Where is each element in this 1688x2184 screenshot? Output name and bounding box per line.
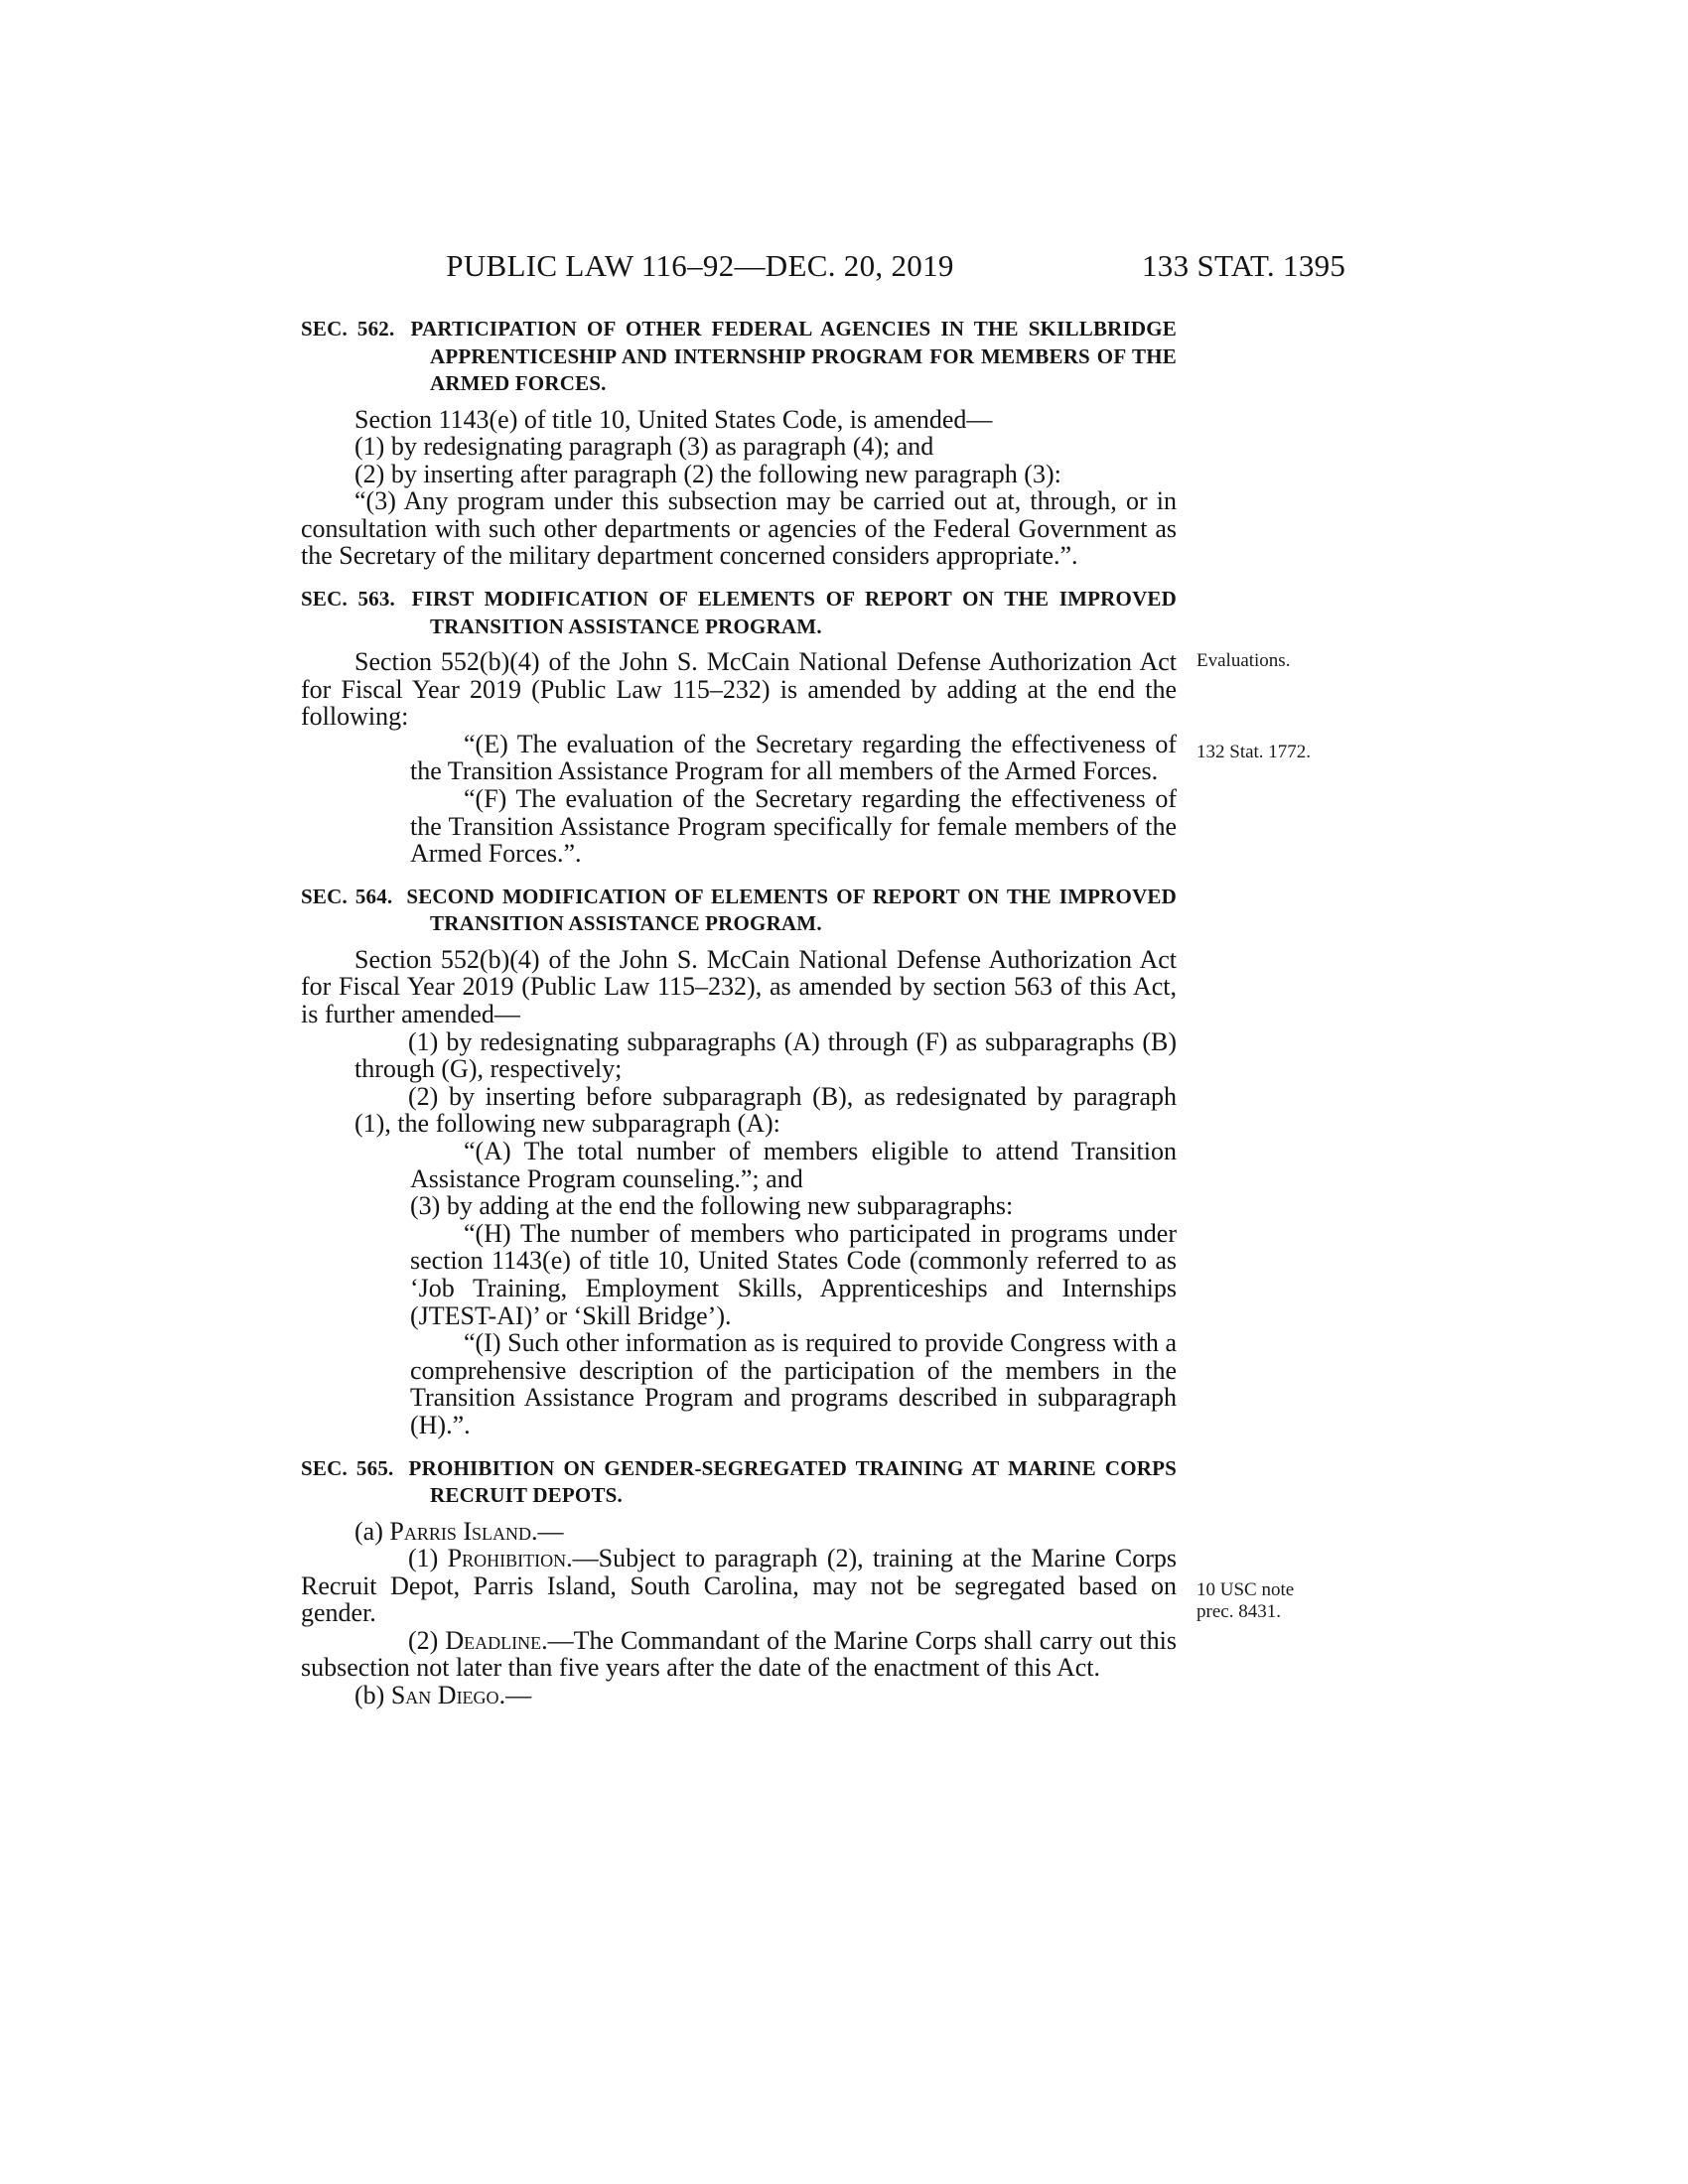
stat-page-number: 133 STAT. 1395 [1142,248,1346,283]
section-heading [301,1455,1177,1510]
section-565 [301,1455,1177,1709]
section-intro: Section 1143(e) of title 10, United States Code, is amended— [354,404,993,434]
section-heading [301,884,1177,938]
section-number: SEC. 565. [301,1455,394,1480]
margin-note-stat-reference: 132 Stat. 1772. [1196,742,1312,762]
quoted-subparagraph-i: “(I) Such other information as is required to provide Congress with a comprehensive description of the participation of the members in the Transition Assistance Program and programs described in subparagraph (H).”. [410,1328,1177,1439]
margin-note-usc [1196,1579,1336,1623]
subsection-a: (a) Parris Island.— [354,1516,564,1546]
section-heading [301,316,1177,398]
section-563 [301,586,1177,868]
quoted-subparagraph-e: “(E) The evaluation of the Secretary regarding the effectiveness of the Transition Assistance Program for all members of the Armed Forces. [410,729,1177,786]
section-heading [301,586,1177,640]
quoted-subparagraph-h: “(H) The number of members who participated in programs under section 1143(e) of title 10, United States Code (commonly referred to as ‘Job Training, Employment Skills, Apprenticeships and Internships (JTEST-AI)’ or ‘Skill Bridge’). [410,1218,1177,1330]
section-564 [301,884,1177,1439]
main-text-column [301,316,1177,1709]
paragraph-a2: (2) Deadline.—The Commandant of the Marine Corps shall carry out this subsection not later than five years after the date of the enactment of this Act. [301,1625,1177,1683]
amendment-item-1: (1) by redesignating subparagraphs (A) through (F) as subparagraphs (B) through (G), respectively; [354,1026,1177,1084]
margin-note-usc-line-2: prec. 8431. [1196,1601,1281,1622]
section-title: FIRST MODIFICATION OF ELEMENTS OF REPORT ON THE IMPROVED TRANSITION ASSISTANCE PROGRAM. [411,587,1178,638]
subsection-a-heading: Parris Island [389,1516,531,1546]
margin-note-usc-line-1: 10 USC note [1196,1579,1295,1600]
section-intro: Section 552(b)(4) of the John S. McCain National Defense Authorization Act for Fiscal Year 2019 (Public Law 115–232) is amended by adding at the end the following: [301,647,1177,732]
section-title: SECOND MODIFICATION OF ELEMENTS OF REPORT ON THE IMPROVED TRANSITION ASSISTANCE PROGRAM. [406,884,1178,936]
amendment-item-2: (2) by inserting after paragraph (2) the following new paragraph (3): [354,459,1061,488]
margin-note-evaluations: Evaluations. [1196,650,1291,671]
paragraph-a1-heading: Prohibition [447,1544,567,1573]
page-header [0,248,1688,288]
quoted-paragraph-3: “(3) Any program under this subsection may be carried out at, through, or in consultation with such other departments or agencies of the Federal Government as the Secretary of the military department concerned considers appropriate.”. [301,486,1177,571]
amendment-item-1: (1) by redesignating paragraph (3) as paragraph (4); and [354,432,934,462]
paragraph-a1: (1) Prohibition.—Subject to paragraph (2), training at the Marine Corps Recruit Depot, Parris Island, South Carolina, may not be segregated based on gender. [301,1544,1177,1628]
amendment-item-2: (2) by inserting before subparagraph (B), as redesignated by paragraph (1), the following new subparagraph (A): [354,1081,1177,1139]
law-citation: PUBLIC LAW 116–92—DEC. 20, 2019 [446,248,954,283]
section-title: PARTICIPATION OF OTHER FEDERAL AGENCIES IN THE SKILLBRIDGE APPRENTICESHIP AND INTERNSHIP PROGRAM FOR MEMBERS OF THE ARMED FORCES. [410,317,1177,395]
subsection-b: (b) San Diego.— [354,1681,532,1710]
section-title: PROHIBITION ON GENDER-SEGREGATED TRAINING AT MARINE CORPS RECRUIT DEPOTS. [408,1455,1178,1507]
section-number: SEC. 563. [301,587,396,612]
section-number: SEC. 562. [301,317,395,341]
quoted-subparagraph-a: “(A) The total number of members eligible to attend Transition Assistance Program counseling.”; and [410,1136,1177,1193]
quoted-subparagraph-f: “(F) The evaluation of the Secretary regarding the effectiveness of the Transition Assistance Program specifically for female members of the Armed Forces.”. [410,784,1177,869]
section-number: SEC. 564. [301,884,393,908]
section-intro: Section 552(b)(4) of the John S. McCain National Defense Authorization Act for Fiscal Year 2019 (Public Law 115–232), as amended by section 563 of this Act, is further amended— [301,944,1177,1028]
subsection-b-heading: San Diego [390,1681,499,1710]
paragraph-a2-heading: Deadline [445,1625,542,1655]
amendment-item-3: (3) by adding at the end the following new subparagraphs: [410,1191,1014,1221]
section-562 [301,316,1177,570]
